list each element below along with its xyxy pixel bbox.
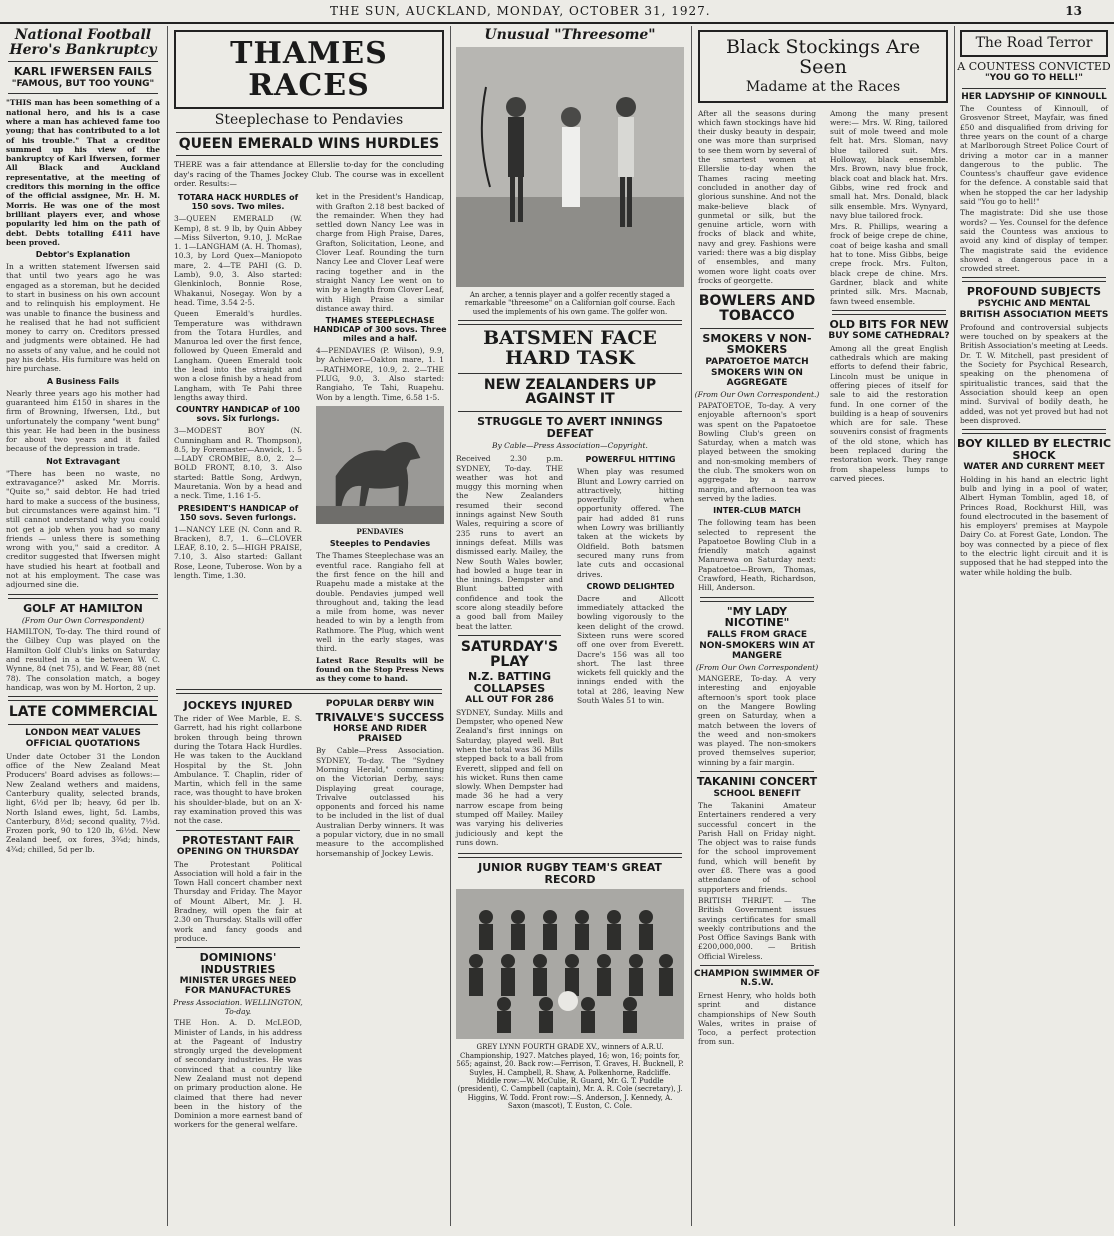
divider — [700, 328, 814, 329]
column-road-terror — [956, 26, 1112, 1232]
sub-column — [170, 190, 306, 685]
article-body: The Countess of Kinnoull, of Grosvenor Street, Mayfair, was fined £50 and disqualified from driving for three years on the count of a charge at Marlborough Street Police Court of driving a motor car in a manner dangerous to the public. The Countess's chauffeur gave evidence for the defence. A constable said that when he stopped the car her ladyship said "You go to hell!" — [960, 104, 1108, 207]
article-subheadline: "FAMOUS, BUT TOO YOUNG" — [11, 78, 155, 89]
two-column-block — [170, 190, 448, 685]
article-headline: THAMES RACES — [230, 36, 388, 103]
article-headline: SATURDAY'S PLAY — [460, 638, 559, 670]
golfers-illustration — [456, 47, 684, 287]
divider — [176, 830, 300, 831]
divider — [8, 61, 158, 62]
article-headline: TRIVALVE'S SUCCESS — [315, 710, 445, 724]
article-body: Received 2.30 p.m. SYDNEY, To-day. THE weather was hot and muggy this morning when the New Zealanders resumed their second innings against New South Wales, requiring a score of 235 runs to avert an innings defeat. Mills was dismissed early. Mailey, the New South Wales bowler, had bowled a huge tear in the innings. Dempster and Blunt batted with confidence and took the score along steadily before a good ball from Mailey beat the latter. — [456, 454, 563, 631]
photo-kicker: Unusual "Threesome" — [484, 27, 656, 43]
byline: By Cable—Press Association—Copyright. — [492, 441, 648, 451]
article-subheadline: STRUGGLE TO AVERT INNINGS DEFEAT — [477, 415, 663, 440]
article-subheadline: "YOU GO TO HELL!" — [984, 73, 1083, 84]
article-headline: BOWLERS AND TOBACCO — [698, 293, 816, 324]
article-headline: DOMINIONS' INDUSTRIES — [199, 951, 277, 976]
divider — [176, 155, 442, 156]
article-body: Queen Emerald's hurdles. Temperature was withdrawn from the Totara Hurdles, and Manuroa led over the first fence, followed by Queen Emerald and Langham. Queen Emerald took the lead into the straight and won a close finish by a head from Langham, with Te Pahi three lengths away third. — [174, 309, 302, 402]
photo-caption: PENDAVIES — [356, 526, 404, 536]
article-subheadline: OPENING ON THURSDAY — [176, 847, 300, 858]
threesome-photo — [456, 47, 684, 287]
article-body: BRITISH THRIFT. — The British Government issues savings certificates for small weekly contributions and the Post Office Savings Bank with £200,000,000. — British Official Wireless. — [698, 895, 816, 961]
article-body: The Protestant Political Association will hold a fair in the Town Hall concert chamber next Thursday and Friday. The Mayor of Mount Albert, Mr. J. H. Bradney, will open the fair at 2.30 on Thursday. Stalls will offer work and fancy goods and produce. — [174, 859, 302, 943]
byline: (From Our Own Correspondent.) — [694, 389, 820, 399]
article-headline: JOCKEYS INJURED — [183, 699, 293, 713]
article-headline: PROFOUND SUBJECTS — [966, 285, 1102, 299]
article-headline: The Road Terror — [975, 35, 1093, 51]
divider — [8, 724, 158, 725]
article-headline: National Football Hero's Bankruptcy — [9, 27, 157, 58]
article-subheadline: MINISTER URGES NEED FOR MANUFACTURES — [179, 976, 297, 996]
article-body: MANGERE, To-day. A very interesting and enjoyable afternoon's sport took place on the Mangere Bowling green on Saturday, when a match between the lovers of the weed and non-smokers was played. The non-smokers proved themselves superior, winning by a fair margin. — [698, 674, 816, 767]
article-subheadline: SMOKERS V NON-SMOKERS — [702, 331, 812, 357]
article-body: The Thames Steeplechase was an eventful race. Rangiaho fell at the first fence on the hill and Ruapehu made a mistake at the double. Pendavies jumped well throughout and, taking the lead a mile from home, was never headed to win by a length from Rathmore. The Plug, which went well in the early stages, was third. — [316, 551, 445, 654]
section-subhead: Not Extravagant — [46, 456, 120, 466]
section-subhead: Debtor's Explanation — [35, 250, 131, 260]
article-subheadline: QUEEN EMERALD WINS HURDLES — [178, 135, 440, 152]
divider — [962, 277, 1106, 282]
two-column-block — [452, 452, 688, 849]
team-illustration — [456, 889, 684, 1039]
race-result: 3—QUEEN EMERALD (W. Kemp), 8 st. 9 lb, by Quin Abbey—Miss Silverton, 9.10, J. McRae 1. 1—LANGHAM (A. H. Thomas), 10.3, by Lord Quex—Maniopoto mare, 2. 4—TE PAHI (G. D. Lamb), 9.0, 3. Also started: Glenkinloch, Bonnie Rose, Whakanui, Nosegay. Won by a head. Time, 3.54 2-5. — [174, 214, 302, 307]
article-body: Mrs. R. Phillips, wearing a frock of beige crepe de chine, coat of beige kasha and small hat to tone. Miss Gibbs, beige crepe frock. Mrs. Fulton, black crepe de chine. Mrs. Gardner, black and white printed silk. Mrs. Macnab, fawn tweed ensemble. — [830, 222, 948, 306]
article-subheadline: Madame at the Races — [745, 78, 901, 95]
divider — [8, 594, 158, 599]
article-body: "There has been no waste, no extravagance?" asked Mr. Morris. "Quite so," said debtor. He had tried hard to make a success of the business, but circumstances were against him. "I still cannot understand why you could not get a job when you had so many friends — unless there is something wrong with you," said a creditor. A creditor suggested that Ifwersen might have studied his heart at football and not at his employment. The case was adjourned sine die. — [6, 468, 160, 590]
photo-caption: GREY LYNN FOURTH GRADE XV., winners of A.R.U. Championship, 1927. Matches played, 16; won, 16; points for, 565; against, 20. Back row:—Ferrison, T. Graves, H. Bucknell, P. Suyles, H. Campbell, R. Shaw, A. Polkenhorne, Radcliffe. Middle row:—W. McCulie, R. Guard, Mr. G. T. Puddle (president), C. Campbell (captain), Mr. A. R. Cole (secretary), J. Higgins, W. Todd. Front row:—S. Anderson, J. Kennedy, A. Saxon (mascot), T. Euston, C. Cole. — [456, 1043, 684, 1111]
column-cricket — [452, 26, 688, 1232]
column-rule — [954, 26, 955, 1226]
late-results-note: Latest Race Results will be found on the Stop Press News as they come to hand. — [316, 655, 444, 684]
divider — [458, 411, 682, 412]
divider — [458, 635, 561, 636]
divider — [458, 320, 682, 325]
section-subhead: INTER-CLUB MATCH — [713, 506, 801, 516]
headline-box — [698, 30, 948, 103]
article-body: Among the many present were:— Mrs. W. Ring, tailored suit of mole tweed and mole felt hat. Mrs. Sloman, navy blue tailored suit. Mrs. Holloway, black ensemble. Mrs. Brown, navy blue frock, black coat and black hat. Mrs. Gibbs, wine red frock and small hat. Mrs. Donald, black silk ensemble. Mrs. Wynyard, navy blue tailored frock. — [830, 108, 948, 220]
divider — [832, 310, 946, 315]
rugby-team-photo — [456, 889, 684, 1039]
article-body: In a written statement Ifwersen said that until two years ago he was engaged as a storeman, but he decided to start in business on his own account and to relinquish his employment. He was unable to finance the business and he realised that he had not sufficient money to carry on. Creditors pressed and judgments were obtained. He had no assets of any value, and he could not pay his debts. His furniture was held on hire purchase. — [6, 262, 160, 374]
race-result: 4—PENDAVIES (P. Wilson), 9.9, by Achiever—Oakton mare, 1. 1—RATHMORE, 10.9, 2. 2—THE PLUG, 9.0, 3. Also started: Rangiaho, Te Tahi, Ruapehu. Won by a length. Time, 6.58 1-5. — [316, 346, 444, 402]
two-column-block — [170, 698, 448, 1131]
race-result: 3—MODEST BOY (N. Cunningham and R. Thompson), 8.5, by Foremaster—Anwick, 1. 5—LADY CROMBIE, 8.0, 2. 2—BOLD FRONT, 8.10, 3. Also started: Battle Song, Ardwyn, Mauretania. Won by a head and a neck. Time, 1.16 1-5. — [174, 426, 302, 501]
article-subheadline: HORSE AND RIDER PRAISED — [333, 724, 427, 744]
sub-column — [573, 452, 688, 849]
article-headline: "MY LADY NICOTINE" — [724, 604, 790, 630]
article-headline: PROTESTANT FAIR — [182, 833, 294, 847]
article-headline: CHAMPION SWIMMER OF N.S.W. — [694, 969, 820, 989]
divider — [700, 289, 814, 290]
article-lead: "THIS man has been something of a national hero, and his is a case where a man has achieved fame too young; that has contributed to a lot of his trouble." That a creditor summed up his view of the bankruptcy of Karl Ifwersen, former All Black and Auckland representative, at the meeting of creditors this morning in the office of the official assignee, Mr. H. M. Morris. He was one of the most brilliant players ever, and whose popularity led him on the path of debt. Debts totalling £411 have been proved. — [6, 98, 160, 247]
article-body: Holding in his hand an electric light bulb and lying in a pool of water, Albert Hyman Tomblin, aged 18, of Princes Road, Rockhurst Hill, was found electrocuted in the basement of his employers' premises at Maypole Dairy Co. at Forest Gate, London. The boy was connected by a piece of flex to the electric light circuit and it is supposed that he had stepped into the water while holding the bulb. — [960, 474, 1108, 577]
column-black-stockings — [694, 26, 952, 1232]
two-column-block — [694, 107, 952, 1049]
section-subhead: CROWD DELIGHTED — [586, 581, 675, 591]
divider — [458, 853, 682, 858]
article-body: Ernest Henry, who holds both sprint and distance championships of New South Wales, writes in praise of Toco, a perfect protection from sun. — [698, 990, 816, 1047]
article-subheadline: ALL OUT FOR 286 — [465, 695, 554, 706]
article-headline: TAKANINI CONCERT — [696, 775, 818, 788]
column-rule — [167, 26, 168, 1226]
article-subheadline: OFFICIAL QUOTATIONS — [25, 739, 141, 750]
race-heading: TOTARA HACK HURDLES of 150 sovs. Two miles. — [177, 193, 299, 212]
article-headline: OLD BITS FOR NEW — [829, 317, 949, 331]
article-body: THE Hon. A. D. McLEOD, Minister of Lands, in his address at the Pageant of Industry strongly urged the development of secondary industries. He was convinced that a country like New Zealand must not depend on primary production alone. He claimed that there had never been in the history of the Dominion a more earnest band of workers for the general welfare. — [174, 1018, 302, 1130]
article-subheadline: SMOKERS WIN ON AGGREGATE — [711, 368, 803, 388]
article-body: Among all the great English cathedrals which are making efforts to defend their fabric, Lincoln must be unique in offering pieces of itself for sale to aid the restoration fund. In one corner of the building is a heap of souvenirs which are for sale. These souvenirs consist of fragments of the old stone, which has been replaced during the restoration work. They range from shapeless lumps to carved pieces. — [830, 343, 948, 483]
article-subheadline: PSYCHIC AND MENTAL — [977, 299, 1091, 309]
article-body: The rider of Wee Marble, E. S. Garrett, had his right collarbone broken through being thrown during the Totara Hack Hurdles. He was taken to the Auckland Hospital by the St. John Ambulance. T. Chaplin, rider of Martin, which fell in the same race, was thought to have broken his shoulder-blade, but on an X-ray examination proved this was not the case. — [174, 714, 302, 826]
article-lead: THERE was a fair attendance at Ellerslie to-day for the concluding day's racing of the Thames Jockey Club. The course was in excellent order. Results:— — [174, 160, 444, 188]
article-body: Profound and controversial subjects were touched on by speakers at the British Association's meeting at Leeds. Dr. T. W. Mitchell, past president of the Society for Psychical Research, speaking on the phenomena of spiritualistic trances, said that the Association should keep an open mind. Survival of bodily death, he added, was not yet proved but had not been disproved. — [960, 322, 1108, 425]
article-body: The following team has been selected to represent the Papatoetoe Bowling Club in a friendly match against Manurewa on Saturday next: Papatoetoe—Brown, Thomas, Crawford, Heath, Richardson, Hill, Anderson. — [698, 518, 816, 593]
section-subhead: Steeples to Pendavies — [329, 539, 431, 549]
sub-column — [312, 190, 448, 685]
race-result: 1—NANCY LEE (N. Conn and R. Bracken), 8.7, 1. 6—CLOVER LEAF, 8.10, 2. 5—HIGH PRAISE, 7.10, 3. Also started: Gallant Rose, Leone, Tuberose. Won by a length. Time, 1.30. — [174, 524, 302, 581]
divider — [962, 429, 1106, 434]
article-body: By Cable—Press Association. SYDNEY, To-day. The "Sydney Morning Herald," commenting on the Victorian Derby, says: Displaying great courage, Trivalve outclassed his opponents and forced his name to be included in the list of dual Australian Derby winners. It was a popular victory, due in no small measure to the accomplished horsemanship of Jockey Lewis. — [316, 746, 444, 858]
horse-illustration — [316, 406, 444, 524]
article-subheadline: A COUNTESS CONVICTED — [957, 59, 1111, 73]
section-subhead: A Business Fails — [46, 376, 120, 386]
column-thames-races — [170, 26, 448, 1232]
article-headline: JUNIOR RUGBY TEAM'S GREAT RECORD — [478, 861, 662, 886]
article-headline: BATSMEN FACE HARD TASK — [483, 326, 657, 369]
article-subheadline: SCHOOL BENEFIT — [713, 788, 801, 799]
divider — [8, 93, 158, 94]
article-body: After all the seasons during which fawn stockings have hid their dusky beauty in despair, one was more than surprised to see them worn by several of the smartest women at Ellerslie to-day when the Thames racing meeting concluded in another day of glorious sunshine. And not the make-believe black of gunmetal or silk, but the genuine article, worn with frocks of black and white, navy and grey. Fashions were varied: there was a big display of ensembles, and many women wore light coats over frocks of georgette. — [698, 108, 816, 285]
article-subheadline: KARL IFWERSEN FAILS — [13, 65, 153, 79]
sub-column — [312, 698, 448, 1131]
article-subheadline: WATER AND CURRENT MEET — [963, 462, 1105, 473]
photo-caption: An archer, a tennis player and a golfer recently staged a remarkable "threesome" on a Californian golf course. Each used the implements of his own game. The golfer won. — [464, 290, 676, 316]
article-body: The magistrate: Did she use those words? — Yes. Counsel for the defence said the Countess was anxious to avoid any kind of display of temper. The magistrate said the evidence showed a dangerous pace in a crowded street. — [960, 208, 1108, 274]
headline-box — [174, 30, 444, 109]
sub-column — [452, 452, 567, 849]
article-body: HAMILTON, To-day. The third round of the Gilbey Cup was played on the Hamilton Golf Club's links on Saturday and resulted in a tie between W. C. Wynne, 84 (net 75), and W. Fear, 88 (net 78). The consolation match, a bogey handicap, was won by M. Horton, 2 up. — [6, 627, 160, 692]
byline: (From Our Own Correspondent) — [695, 663, 819, 673]
article-headline: Black Stockings Are Seen — [725, 36, 921, 78]
article-headline: GOLF AT HAMILTON — [23, 601, 143, 615]
article-subheadline: HER LADYSHIP OF KINNOULL — [961, 91, 1107, 102]
article-body: Under date October 31 the London office of the New Zealand Meat Producers' Board advises as follows:— New Zealand wethers and maidens, Canterbury quality, selected brands, light, 6½d per lb; heavy, 6d per lb. North Island ewes, light, 5d. Lambs, Canterbury, 8½d; second quality, 7½d. Frozen pork, 90 to 120 lb, 6½d. New Zealand beef, ox fores, 3¾d; hinds, 4¾d; chilled, 5d per lb. — [6, 751, 160, 854]
byline: (From Our Own Correspondent) — [21, 616, 145, 626]
divider — [962, 88, 1106, 89]
article-subheadline: BRITISH ASSOCIATION MEETS — [959, 310, 1109, 321]
divider — [700, 771, 814, 772]
article-subheadline: NEW ZEALANDERS UP AGAINST IT — [483, 376, 657, 408]
horse-photo — [316, 406, 444, 524]
article-body: PAPATOETOE, To-day. A very enjoyable afternoon's sport was spent on the Papatoetoe Bowling Club's green on Saturday, when a match was played between the smoking and non-smoking members of the club. The smokers won on aggregate by a narrow margin, and afternoon tea was served by the ladies. — [698, 400, 816, 503]
masthead — [0, 0, 1114, 24]
divider — [8, 696, 158, 701]
column-rule — [450, 26, 451, 1226]
article-body: The Takanini Amateur Entertainers rendered a very successful concert in the Parish Hall on Friday night. The object was to raise funds for the school improvement fund, which will benefit by over £8. There was a good attendance of school supporters and friends. — [698, 800, 816, 894]
article-subheadline: POPULAR DERBY WIN — [325, 699, 435, 710]
divider — [700, 597, 814, 602]
page-number: 13 — [1065, 4, 1082, 18]
article-subheadline: PAPATOETOE MATCH — [705, 356, 809, 367]
article-body: SYDNEY, Sunday. Mills and Dempster, who opened New Zealand's first innings on Saturday, played well. But when the total was 36 Mills stepped back to a ball from Everett, slipped and fell on his wicket. Runs then came slowly. When Dempster had made 36 he had a very narrow escape from being stumped off Mailey. Mailey was varying his deliveries judiciously and kept the runs down. — [456, 707, 563, 847]
article-headline: BOY KILLED BY ELECTRIC SHOCK — [956, 437, 1112, 462]
sub-column — [170, 698, 306, 1131]
race-heading: THAMES STEEPLECHASE HANDICAP of 300 sovs. Three miles and a half. — [313, 316, 447, 344]
divider — [458, 373, 682, 374]
race-heading: PRESIDENT'S HANDICAP of 150 sovs. Seven furlongs. — [177, 503, 299, 522]
article-body: ket in the President's Handicap, with Grafton 2.18 best backed of the remainder. When they had settled down Nancy Lee was in charge from High Praise, Dares, Grafton, Solicitation, Leone, and Clover Leaf. Rounding the turn Nancy Lee and Clover Leaf were racing together and in the straight Nancy Lee went on to win by a length from Clover Leaf, with High Praise a similar distance away third. — [316, 192, 444, 313]
article-subheadline: LONDON MEAT VALUES — [25, 727, 141, 738]
article-subheadline: FALLS FROM GRACE — [706, 629, 808, 640]
headline-box — [960, 30, 1108, 57]
section-subhead: POWERFUL HITTING — [585, 455, 676, 465]
race-heading: COUNTRY HANDICAP of 100 sovs. Six furlongs. — [176, 405, 300, 424]
byline: Press Association. WELLINGTON, To-day. — [173, 998, 303, 1017]
article-headline: LATE COMMERCIAL — [8, 704, 158, 721]
column-rule — [691, 26, 692, 1226]
article-body: Dacre and Allcott immediately attacked the bowling vigorously to the keen delight of the crowd. Sixteen runs were scored off one over from Everett. Dacre's 156 was all too short. The last three wickets fell quickly and the innings ended with the total at 286, leaving New South Wales 51 to win. — [577, 593, 684, 706]
article-body: When play was resumed Blunt and Lowry carried on attractively, hitting powerfully when opportunity offered. The pair had added 81 runs when Lowry was brilliantly taken at the wickets by Oldfield. Both batsmen secured many runs from late cuts and occasional drives. — [577, 467, 684, 579]
sub-column — [694, 107, 820, 1049]
column-football-bankruptcy — [2, 26, 164, 1232]
divider — [176, 947, 300, 948]
sub-column — [826, 107, 952, 1049]
masthead-title: THE SUN, AUCKLAND, MONDAY, OCTOBER 31, 1927. — [330, 4, 711, 18]
divider — [700, 965, 814, 966]
article-subheadline: NON-SMOKERS WIN AT MANGERE — [699, 641, 815, 661]
article-subheadline: BUY SOME CATHEDRAL? — [828, 331, 950, 342]
article-subheadline: Steeplechase to Pendavies — [214, 112, 404, 128]
article-subheadline: N.Z. BATTING COLLAPSES — [468, 670, 551, 695]
divider — [176, 132, 442, 133]
article-body: Nearly three years ago his mother had guaranteed him £150 in shares in the firm of Browning, Ifwersen, Ltd., but unfortunately the company "went bung" this year. He had been in the business for about two years and it failed because of the depression in trade. — [6, 388, 160, 454]
divider — [176, 689, 442, 694]
